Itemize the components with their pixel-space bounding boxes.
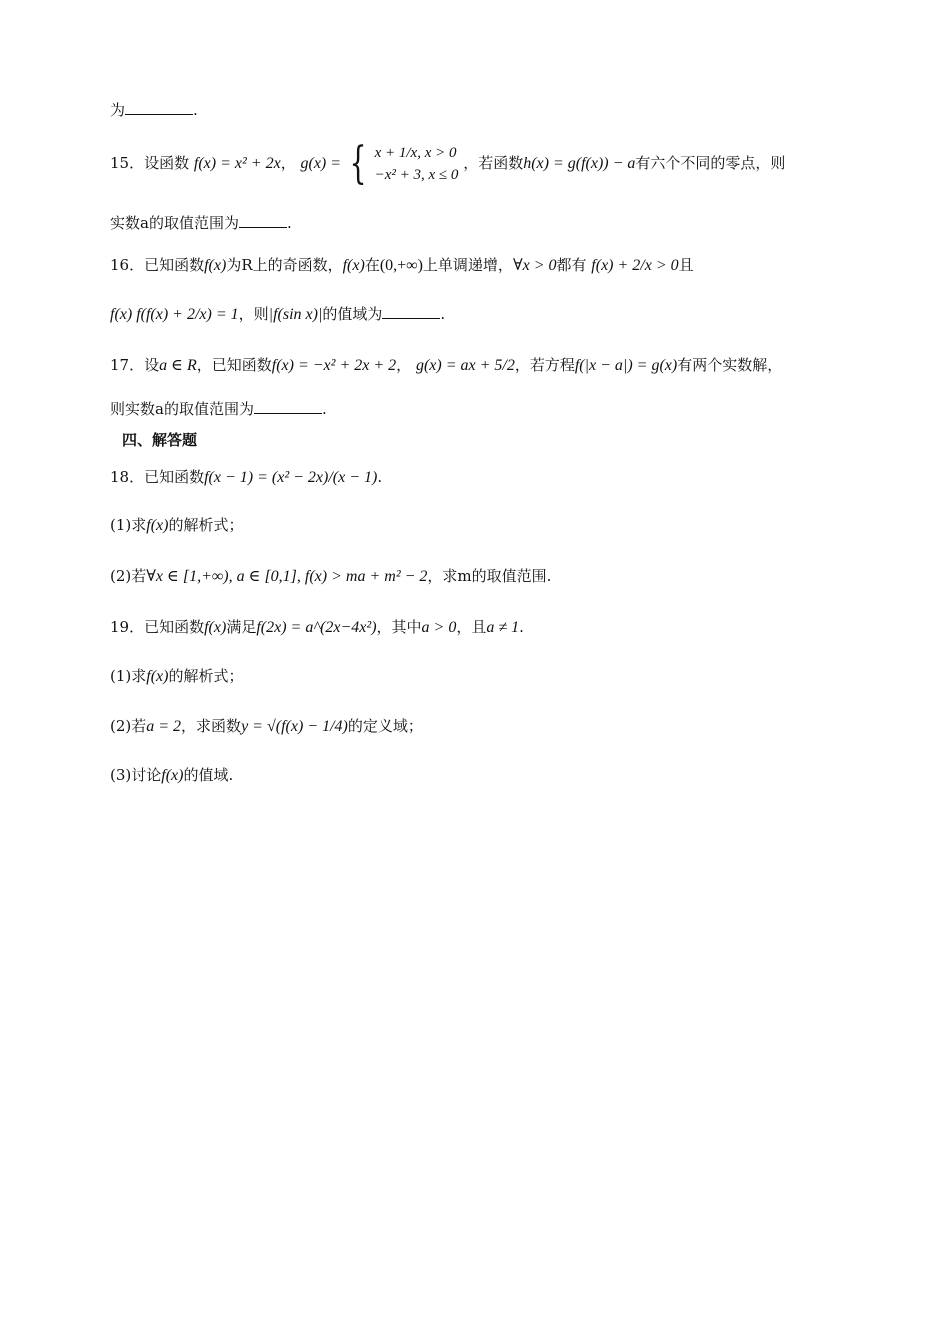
q19-text-d: ，且 (456, 618, 487, 636)
q18-part2-text: ，求m的取值范围. (427, 567, 552, 585)
q19-fx-3: f(x) (161, 767, 184, 784)
q17-line2-text: 则实数a的取值范围为 (110, 400, 254, 418)
q17-sep: ， (396, 356, 412, 374)
q15-line1 (110, 138, 786, 189)
q18-text-a: 已知函数 (144, 468, 205, 486)
q19-part2-text-c: 的定义域； (347, 717, 423, 735)
q15-period: . (286, 214, 292, 232)
q18-part1 (110, 515, 243, 536)
q16-text-a: 已知函数 (144, 256, 205, 274)
q17-g-definition: g(x) = ax + 5/2 (415, 357, 515, 374)
q18-part2-condition: ∀x ∈ [1,+∞), a ∈ [0,1], f(x) > ma + m² − 2 (146, 568, 428, 585)
q19-part2-label: (2)若 (110, 717, 147, 735)
q18-part1-label: (1)求 (110, 516, 147, 534)
q15-text-a: 设函数 (144, 154, 190, 172)
q17-a-in-R: a ∈ R (159, 357, 197, 374)
piecewise-brace: { (349, 138, 367, 189)
q16-text-b: 为R上的奇函数， (226, 256, 343, 274)
q19-fx-2: f(x) (146, 668, 169, 685)
q15-case-2: −x² + 3, x ≤ 0 (374, 167, 459, 183)
q19-part2-text-b: ，求函数 (181, 717, 242, 735)
q17-period: . (321, 400, 327, 418)
q15-case-1: x + 1/x, x > 0 (374, 145, 457, 161)
q15-text-b: ，若函数 (463, 154, 524, 172)
q16-inequality: f(x) + 2/x > 0 (591, 257, 679, 274)
q19-part1-label: (1)求 (110, 667, 147, 685)
q17-text-d: 有两个实数解， (677, 356, 783, 374)
q19-line1 (110, 617, 524, 638)
q16-abs-expression: |f(sin x)| (268, 306, 323, 323)
q17-text-a: 设 (144, 356, 160, 374)
q16-text-e: 都有 (556, 256, 587, 274)
q15-text-c: 有六个不同的零点，则 (635, 154, 786, 172)
q19-cond2: a ≠ 1 (486, 619, 520, 636)
q15-line2 (110, 213, 292, 233)
q19-part1 (110, 666, 243, 687)
q15-piecewise-cases (375, 142, 459, 186)
q19-part3-text: 的值域. (183, 766, 234, 784)
q19-text-b: 满足 (226, 618, 257, 636)
q18-part1-text: 的解析式； (168, 516, 244, 534)
answer-blank (125, 100, 193, 115)
q16-text-g: ，则 (238, 305, 269, 323)
q17-text-c: ，若方程 (514, 356, 575, 374)
q18-period: . (377, 468, 383, 486)
q18-definition: f(x − 1) = (x² − 2x)/(x − 1) (204, 469, 378, 486)
q19-sqrt-function: y = √(f(x) − 1/4) (241, 718, 348, 735)
q19-text-c: ，其中 (376, 618, 422, 636)
q15-number: 15． (110, 154, 145, 172)
q17-number: 17． (110, 356, 145, 374)
q18-part2-label: (2)若 (110, 567, 147, 585)
answer-blank (239, 213, 287, 228)
q19-cond1: a > 0 (421, 619, 457, 636)
q19-fx: f(x) (204, 619, 227, 636)
q14-tail (110, 100, 198, 120)
q19-number: 19． (110, 618, 145, 636)
section-heading: 四、解答题 (122, 431, 198, 449)
q16-text-c: 在 (364, 256, 380, 274)
q18-line1 (110, 467, 382, 488)
q17-line1 (110, 355, 782, 376)
q19-part2-a: a = 2 (146, 718, 182, 735)
q16-number: 16． (110, 256, 145, 274)
q16-forall: ∀x > 0 (512, 257, 557, 274)
q19-part3 (110, 765, 233, 786)
q15-sep: ， (280, 154, 296, 172)
q15-g-lhs: g(x) = (300, 155, 342, 172)
q19-definition: f(2x) = a^(2x−4x²) (256, 619, 377, 636)
answer-blank (254, 399, 322, 414)
q17-line2 (110, 399, 327, 419)
q17-equation: f(|x − a|) = g(x) (574, 357, 678, 374)
q16-fx-2: f(x) (342, 257, 365, 274)
q14-tail-text: 为 (110, 101, 126, 119)
q18-fx: f(x) (146, 517, 169, 534)
q19-text-a: 已知函数 (144, 618, 205, 636)
q16-line1 (110, 255, 694, 276)
q16-period: . (440, 305, 446, 323)
q16-text-f: 且 (678, 256, 694, 274)
q15-f-definition: f(x) = x² + 2x (193, 155, 281, 172)
q19-part1-text: 的解析式； (168, 667, 244, 685)
answer-blank (382, 304, 440, 319)
q19-period: . (519, 618, 524, 636)
q17-f-definition: f(x) = −x² + 2x + 2 (271, 357, 397, 374)
q15-h-definition: h(x) = g(f(x)) − a (523, 155, 636, 172)
q16-interval: (0,+∞) (379, 257, 423, 274)
q18-number: 18． (110, 468, 145, 486)
q19-part2 (110, 716, 423, 737)
q19-part3-label: (3)讨论 (110, 766, 162, 784)
q16-fx: f(x) (204, 257, 227, 274)
q17-text-b: ，已知函数 (196, 356, 272, 374)
q18-part2 (110, 566, 551, 587)
q16-equation: f(x) f(f(x) + 2/x) = 1 (110, 306, 239, 323)
q14-period: . (193, 101, 198, 119)
q16-text-d: 上单调递增， (422, 256, 513, 274)
q16-line2 (110, 304, 445, 325)
q16-text-h: 的值域为 (322, 305, 383, 323)
q15-line2-text: 实数a的取值范围为 (110, 214, 239, 232)
